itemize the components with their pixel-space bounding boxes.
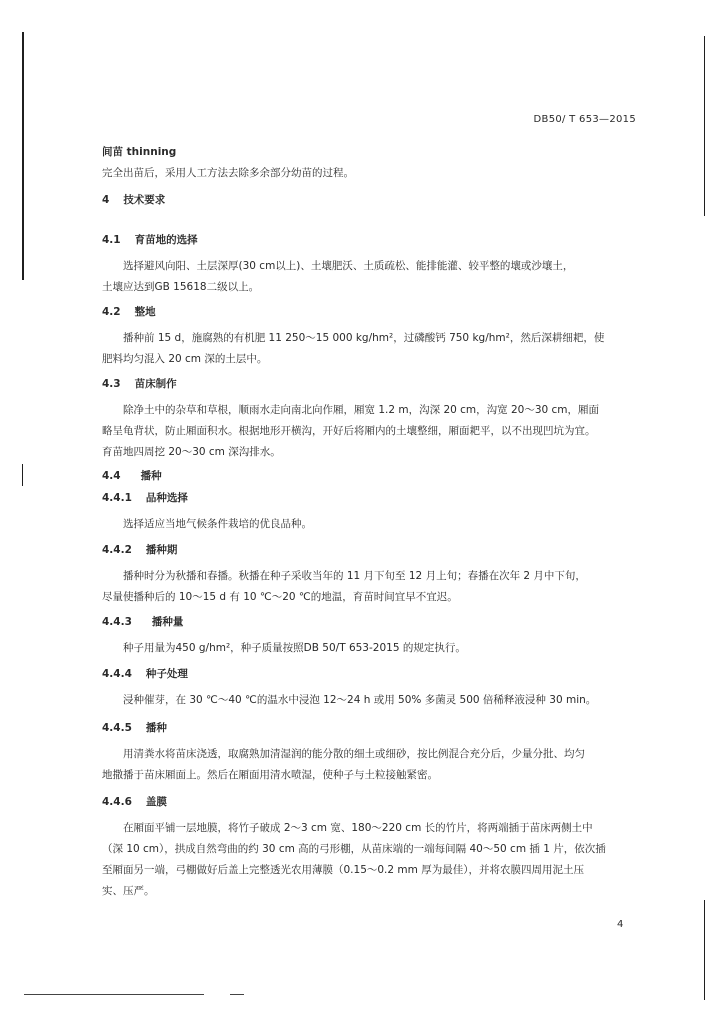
section-number: 4.4.6 [102,796,132,808]
page-number: 4 [617,919,624,930]
section-number: 4.2 [102,306,121,318]
section-number: 4.1 [102,234,121,246]
paragraph-line: 略呈龟背状，防止厢面积水。根据地形开横沟，开好后将厢内的土壤整细，厢面耙平，以不出现凹坑为宜。 [102,425,596,437]
section-number: 4 [102,194,110,206]
section-4-2-body [102,328,636,370]
section-number: 4.4.1 [102,492,132,504]
section-title: 种子处理 [145,668,188,680]
section-number: 4.4.4 [102,668,132,680]
paragraph-line: （深 10 cm），拱成自然弯曲的约 30 cm 高的弓形棚，从苗床端的一端每间隔 40～50 cm 插 1 片，依次插 [102,843,606,855]
section-number: 4.4.5 [102,722,132,734]
paragraph-line: 用清粪水将苗床浇透，取腐熟加清湿润的能分散的细土或细砂，按比例混合充分后，少量分批、均匀 [123,748,585,760]
section-4-4-5-body [102,744,636,786]
paragraph-line: 尽量使播种后的 10～15 d 有 10 ℃～20 ℃的地温，育苗时间宜早不宜迟。 [102,591,458,603]
section-title: 播种 [145,722,167,734]
section-4-4-2-heading [102,540,636,561]
section-4-4-2-body [102,566,636,608]
term-entry [102,142,636,184]
section-4-1-heading [102,230,636,251]
paragraph-line: 至厢面另一端，弓棚做好后盖上完整透光农用薄膜（0.15～0.2 mm 厚为最佳），并将农膜四周用泥土压 [102,864,584,876]
section-4-heading [102,190,636,211]
section-title: 品种选择 [145,492,188,504]
section-4-4-1-heading [102,488,636,509]
section-number: 4.4 [102,470,121,482]
section-number: 4.4.3 [102,616,132,628]
section-title: 育苗地的选择 [134,234,198,246]
section-4-2-heading [102,302,636,323]
section-title: 技术要求 [123,194,166,206]
paragraph-line: 土壤应达到GB 15618二级以上。 [102,281,260,293]
section-4-4-3-body [102,638,636,659]
section-4-4-3-heading [102,612,636,633]
paragraph-line: 在厢面平铺一层地膜，将竹子破成 2～3 cm 宽、180～220 cm 长的竹片，将两端插于苗床两侧土中 [123,822,593,834]
right-margin-line-lower [704,900,705,1000]
paragraph-line: 选择避风向阳、土层深厚(30 cm以上)、土壤肥沃、土质疏松、能排能灌、较平整的壤或沙壤土， [123,260,574,272]
section-number: 4.4.2 [102,544,132,556]
paragraph-line: 播种时分为秋播和春播。秋播在种子采收当年的 11 月下旬至 12 月上旬；春播在次年 2 月中下旬， [123,570,586,582]
paragraph-line: 地撒播于苗床厢面上。然后在厢面用清水喷湿，使种子与土粒接触紧密。 [102,769,438,781]
section-title: 播种 [140,470,162,482]
footer-rule-dash [230,994,244,995]
section-4-4-heading [102,466,636,487]
term-definition: 完全出苗后，采用人工方法去除多余部分幼苗的过程。 [102,167,354,179]
section-4-4-6-body [102,818,636,902]
paragraph-line: 种子用量为450 g/hm²，种子质量按照DB 50/T 653-2015 的规定执行。 [123,642,466,654]
left-margin-line [22,32,24,280]
section-title: 盖膜 [145,796,167,808]
section-4-4-6-heading [102,792,636,813]
standard-code: DB50/ T 653—2015 [533,114,636,125]
paragraph-line: 浸种催芽，在 30 ℃～40 ℃的温水中浸泡 12～24 h 或用 50% 多菌灵 500 倍稀释液浸种 30 min。 [123,694,597,706]
section-4-3-body [102,400,636,463]
section-title: 播种量 [151,616,184,628]
paragraph-line: 育苗地四周挖 20～30 cm 深沟排水。 [102,446,281,458]
section-4-4-5-heading [102,718,636,739]
section-title: 苗床制作 [134,378,177,390]
paragraph-line: 肥料均匀混入 20 cm 深的土层中。 [102,353,268,365]
paragraph-line: 除净土中的杂草和草根，顺雨水走向南北向作厢，厢宽 1.2 m，沟深 20 cm，沟宽 20～30 cm，厢面 [123,404,600,416]
paragraph-line: 选择适应当地气候条件栽培的优良品种。 [123,518,312,530]
section-4-1-body [102,256,636,298]
paragraph-line: 实、压严。 [102,885,155,897]
section-title: 播种期 [145,544,178,556]
paragraph-line: 播种前 15 d，施腐熟的有机肥 11 250～15 000 kg/hm²，过磷酸钙 750 kg/hm²，然后深耕细耙，使 [123,332,605,344]
section-4-3-heading [102,374,636,395]
section-4-4-1-body [102,514,636,535]
section-title: 整地 [134,306,156,318]
section-number: 4.3 [102,378,121,390]
footer-rule [24,994,204,995]
left-margin-tick [22,464,23,486]
right-margin-line [704,36,705,216]
term-title: 间苗 thinning [102,146,177,158]
section-4-4-4-heading [102,664,636,685]
section-4-4-4-body [102,690,636,711]
